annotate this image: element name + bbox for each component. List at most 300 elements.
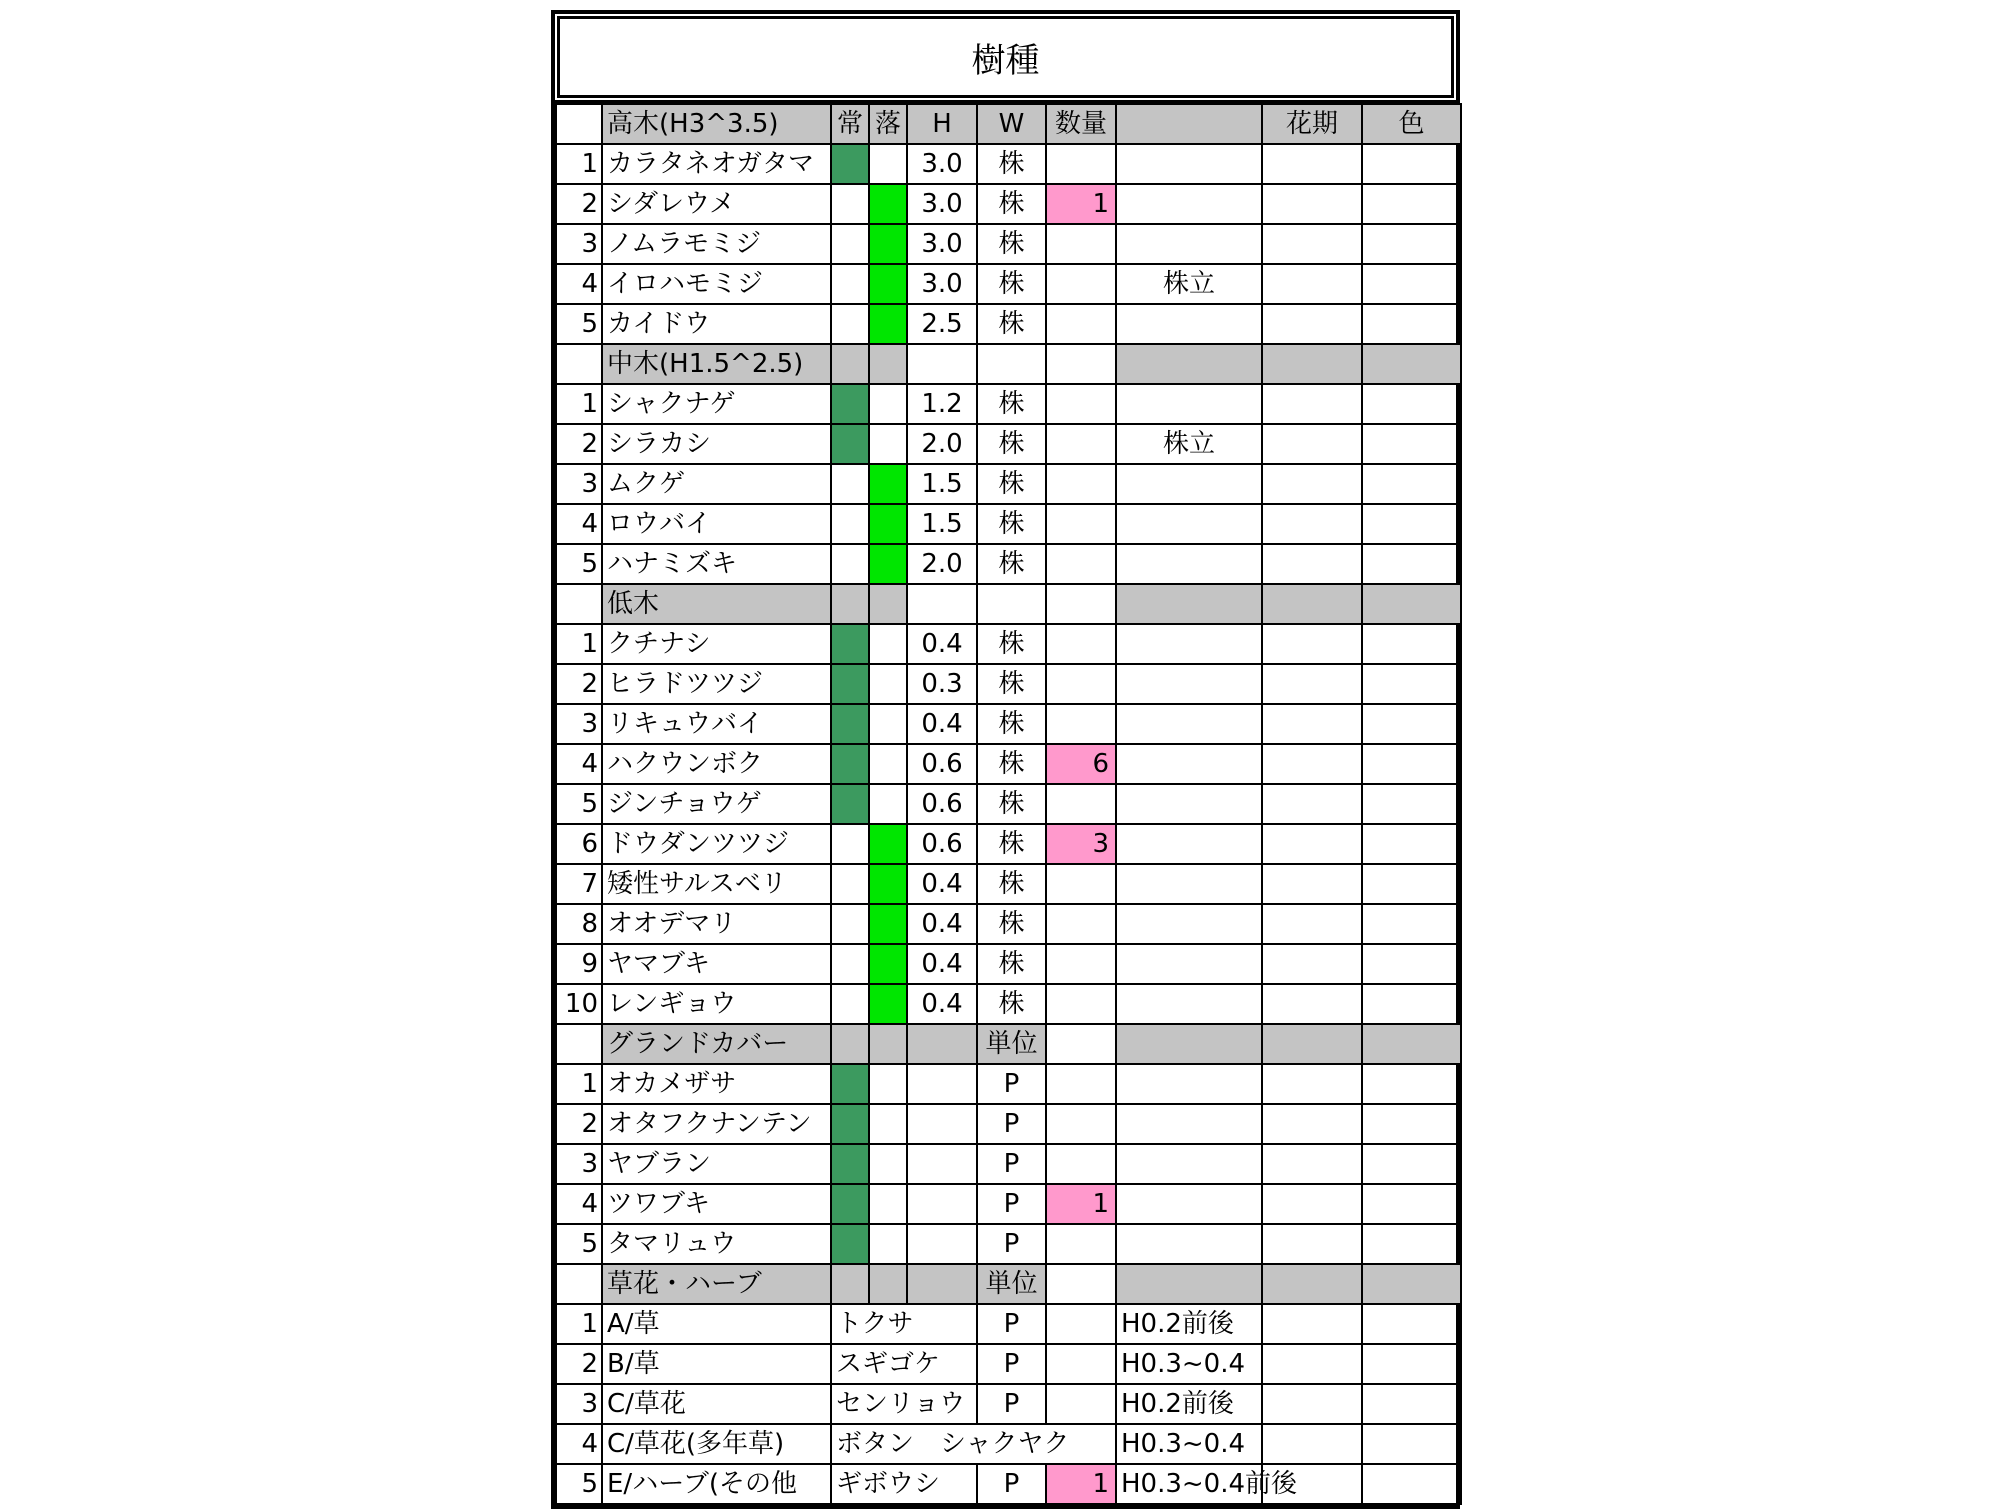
deciduous-marker[interactable]: [869, 464, 907, 504]
flower-color[interactable]: [1362, 744, 1461, 784]
flower-color[interactable]: [1362, 264, 1461, 304]
section-title[interactable]: 低木: [602, 584, 831, 624]
section-season[interactable]: [1262, 1024, 1362, 1064]
width-unit[interactable]: 株: [977, 904, 1046, 944]
bloom-season[interactable]: [1262, 864, 1362, 904]
bloom-season[interactable]: [1262, 184, 1362, 224]
header-w[interactable]: W: [977, 104, 1046, 144]
width-unit[interactable]: 株: [977, 464, 1046, 504]
row-number[interactable]: 3: [556, 464, 602, 504]
width-unit[interactable]: 株: [977, 624, 1046, 664]
row-number[interactable]: 1: [556, 624, 602, 664]
evergreen-marker[interactable]: [831, 1184, 869, 1224]
width-unit[interactable]: 株: [977, 824, 1046, 864]
header-evergreen[interactable]: 常: [831, 104, 869, 144]
evergreen-marker[interactable]: [831, 944, 869, 984]
section-note[interactable]: [1116, 344, 1262, 384]
bloom-season[interactable]: [1262, 1064, 1362, 1104]
bloom-season[interactable]: [1262, 464, 1362, 504]
row-number[interactable]: 2: [556, 424, 602, 464]
quantity[interactable]: [1046, 784, 1116, 824]
section-note[interactable]: [1116, 584, 1262, 624]
plant-name[interactable]: ギボウシ: [831, 1464, 977, 1504]
row-number[interactable]: 5: [556, 544, 602, 584]
height-value[interactable]: 2.0: [907, 424, 977, 464]
height-value[interactable]: 3.0: [907, 264, 977, 304]
flower-color[interactable]: [1362, 1224, 1461, 1264]
flower-color[interactable]: [1362, 184, 1461, 224]
section-evergreen[interactable]: [831, 1264, 869, 1304]
row-number[interactable]: 5: [556, 1224, 602, 1264]
section-no-cell[interactable]: [556, 344, 602, 384]
evergreen-marker[interactable]: [831, 744, 869, 784]
flower-color[interactable]: [1362, 1184, 1461, 1224]
quantity[interactable]: [1046, 984, 1116, 1024]
height-value[interactable]: 0.4: [907, 984, 977, 1024]
evergreen-marker[interactable]: [831, 544, 869, 584]
deciduous-marker[interactable]: [869, 744, 907, 784]
plant-name[interactable]: 矮性サルスベリ: [602, 864, 831, 904]
height-value[interactable]: 3.0: [907, 224, 977, 264]
height-value[interactable]: 0.4: [907, 704, 977, 744]
header-no-cell[interactable]: [556, 104, 602, 144]
quantity[interactable]: [1046, 1304, 1116, 1344]
section-qty[interactable]: [1046, 1024, 1116, 1064]
note[interactable]: [1116, 144, 1262, 184]
flower-color[interactable]: [1362, 544, 1461, 584]
plant-name[interactable]: ムクゲ: [602, 464, 831, 504]
plant-name[interactable]: オタフクナンテン: [602, 1104, 831, 1144]
bloom-season[interactable]: [1262, 664, 1362, 704]
bloom-season[interactable]: [1262, 784, 1362, 824]
section-color[interactable]: [1362, 1024, 1461, 1064]
evergreen-marker[interactable]: [831, 184, 869, 224]
deciduous-marker[interactable]: [869, 224, 907, 264]
section-unit[interactable]: [977, 344, 1046, 384]
row-number[interactable]: 1: [556, 1064, 602, 1104]
row-number[interactable]: 4: [556, 1184, 602, 1224]
quantity[interactable]: [1046, 464, 1116, 504]
flower-color[interactable]: [1362, 424, 1461, 464]
quantity[interactable]: [1046, 1064, 1116, 1104]
section-h[interactable]: [907, 584, 977, 624]
quantity[interactable]: [1046, 304, 1116, 344]
width-unit[interactable]: 株: [977, 744, 1046, 784]
header-note[interactable]: [1116, 104, 1262, 144]
note[interactable]: [1116, 544, 1262, 584]
width-unit[interactable]: 株: [977, 664, 1046, 704]
flower-color[interactable]: [1362, 1384, 1461, 1424]
header-color[interactable]: 色: [1362, 104, 1461, 144]
plant-name[interactable]: ツワブキ: [602, 1184, 831, 1224]
plant-name[interactable]: シラカシ: [602, 424, 831, 464]
flower-color[interactable]: [1362, 1064, 1461, 1104]
plant-name[interactable]: スギゴケ: [831, 1344, 977, 1384]
width-unit[interactable]: 株: [977, 704, 1046, 744]
height-value[interactable]: [907, 1144, 977, 1184]
deciduous-marker[interactable]: [869, 544, 907, 584]
header-tall-label[interactable]: 高木(H3^3.5): [602, 104, 831, 144]
note[interactable]: [1116, 504, 1262, 544]
flower-color[interactable]: [1362, 304, 1461, 344]
note[interactable]: [1116, 984, 1262, 1024]
plant-name[interactable]: オオデマリ: [602, 904, 831, 944]
evergreen-marker[interactable]: [831, 784, 869, 824]
flower-color[interactable]: [1362, 1304, 1461, 1344]
deciduous-marker[interactable]: [869, 824, 907, 864]
bloom-season[interactable]: [1262, 744, 1362, 784]
quantity[interactable]: [1046, 624, 1116, 664]
deciduous-marker[interactable]: [869, 184, 907, 224]
plant-category[interactable]: C/草花: [602, 1384, 831, 1424]
flower-color[interactable]: [1362, 704, 1461, 744]
note[interactable]: [1116, 704, 1262, 744]
height-value[interactable]: 3.0: [907, 144, 977, 184]
note[interactable]: [1116, 944, 1262, 984]
plant-name[interactable]: ハクウンボク: [602, 744, 831, 784]
plant-name[interactable]: ボタン シャクヤク: [831, 1424, 1116, 1464]
quantity[interactable]: [1046, 704, 1116, 744]
flower-color[interactable]: [1362, 864, 1461, 904]
flower-color[interactable]: [1362, 1424, 1461, 1464]
evergreen-marker[interactable]: [831, 624, 869, 664]
width-unit[interactable]: 株: [977, 944, 1046, 984]
flower-color[interactable]: [1362, 224, 1461, 264]
section-evergreen[interactable]: [831, 1024, 869, 1064]
plant-name[interactable]: ドウダンツツジ: [602, 824, 831, 864]
note[interactable]: [1116, 904, 1262, 944]
section-deciduous[interactable]: [869, 584, 907, 624]
section-h[interactable]: [907, 1264, 977, 1304]
plant-name[interactable]: タマリュウ: [602, 1224, 831, 1264]
plant-name[interactable]: ヒラドツツジ: [602, 664, 831, 704]
deciduous-marker[interactable]: [869, 144, 907, 184]
quantity[interactable]: [1046, 224, 1116, 264]
deciduous-marker[interactable]: [869, 944, 907, 984]
row-number[interactable]: 4: [556, 504, 602, 544]
note[interactable]: 株立: [1116, 264, 1262, 304]
plant-name[interactable]: ノムラモミジ: [602, 224, 831, 264]
evergreen-marker[interactable]: [831, 984, 869, 1024]
section-no-cell[interactable]: [556, 584, 602, 624]
row-number[interactable]: 1: [556, 384, 602, 424]
width-unit[interactable]: P: [977, 1464, 1046, 1504]
plant-category[interactable]: B/草: [602, 1344, 831, 1384]
width-unit[interactable]: 株: [977, 224, 1046, 264]
section-unit[interactable]: 単位: [977, 1264, 1046, 1304]
deciduous-marker[interactable]: [869, 704, 907, 744]
quantity[interactable]: [1046, 384, 1116, 424]
flower-color[interactable]: [1362, 784, 1461, 824]
note[interactable]: H0.3~0.4: [1116, 1424, 1262, 1464]
evergreen-marker[interactable]: [831, 144, 869, 184]
flower-color[interactable]: [1362, 664, 1461, 704]
height-value[interactable]: [907, 1104, 977, 1144]
flower-color[interactable]: [1362, 824, 1461, 864]
section-note[interactable]: [1116, 1024, 1262, 1064]
row-number[interactable]: 3: [556, 1144, 602, 1184]
section-h[interactable]: [907, 1024, 977, 1064]
flower-color[interactable]: [1362, 944, 1461, 984]
flower-color[interactable]: [1362, 624, 1461, 664]
flower-color[interactable]: [1362, 1104, 1461, 1144]
height-value[interactable]: 1.5: [907, 504, 977, 544]
plant-name[interactable]: ハナミズキ: [602, 544, 831, 584]
height-value[interactable]: 0.4: [907, 864, 977, 904]
height-value[interactable]: 0.4: [907, 624, 977, 664]
width-unit[interactable]: 株: [977, 864, 1046, 904]
section-qty[interactable]: [1046, 344, 1116, 384]
row-number[interactable]: 9: [556, 944, 602, 984]
width-unit[interactable]: P: [977, 1144, 1046, 1184]
bloom-season[interactable]: [1262, 504, 1362, 544]
plant-name[interactable]: センリョウ: [831, 1384, 977, 1424]
section-unit[interactable]: 単位: [977, 1024, 1046, 1064]
section-color[interactable]: [1362, 584, 1461, 624]
height-value[interactable]: 0.6: [907, 824, 977, 864]
flower-color[interactable]: [1362, 144, 1461, 184]
plant-name[interactable]: シャクナゲ: [602, 384, 831, 424]
flower-color[interactable]: [1362, 1144, 1461, 1184]
section-color[interactable]: [1362, 344, 1461, 384]
header-qty[interactable]: 数量: [1046, 104, 1116, 144]
note[interactable]: [1116, 1064, 1262, 1104]
row-number[interactable]: 5: [556, 784, 602, 824]
evergreen-marker[interactable]: [831, 264, 869, 304]
evergreen-marker[interactable]: [831, 1224, 869, 1264]
bloom-season[interactable]: [1262, 384, 1362, 424]
note[interactable]: [1116, 784, 1262, 824]
evergreen-marker[interactable]: [831, 424, 869, 464]
row-number[interactable]: 8: [556, 904, 602, 944]
note[interactable]: [1116, 824, 1262, 864]
deciduous-marker[interactable]: [869, 384, 907, 424]
height-value[interactable]: 2.5: [907, 304, 977, 344]
section-deciduous[interactable]: [869, 1264, 907, 1304]
deciduous-marker[interactable]: [869, 624, 907, 664]
bloom-season[interactable]: [1262, 224, 1362, 264]
flower-color[interactable]: [1362, 1464, 1461, 1504]
bloom-season[interactable]: [1262, 984, 1362, 1024]
row-number[interactable]: 3: [556, 704, 602, 744]
section-qty[interactable]: [1046, 1264, 1116, 1304]
evergreen-marker[interactable]: [831, 864, 869, 904]
evergreen-marker[interactable]: [831, 824, 869, 864]
header-season[interactable]: 花期: [1262, 104, 1362, 144]
quantity[interactable]: 1: [1046, 184, 1116, 224]
bloom-season[interactable]: [1262, 624, 1362, 664]
plant-name[interactable]: カラタネオガタマ: [602, 144, 831, 184]
width-unit[interactable]: 株: [977, 504, 1046, 544]
section-evergreen[interactable]: [831, 344, 869, 384]
bloom-season[interactable]: [1262, 904, 1362, 944]
row-number[interactable]: 1: [556, 144, 602, 184]
row-number[interactable]: 4: [556, 264, 602, 304]
bloom-season[interactable]: [1262, 424, 1362, 464]
deciduous-marker[interactable]: [869, 264, 907, 304]
flower-color[interactable]: [1362, 504, 1461, 544]
note[interactable]: [1116, 1184, 1262, 1224]
evergreen-marker[interactable]: [831, 304, 869, 344]
note[interactable]: [1116, 1144, 1262, 1184]
plant-name[interactable]: レンギョウ: [602, 984, 831, 1024]
note[interactable]: [1116, 304, 1262, 344]
note[interactable]: H0.2前後: [1116, 1384, 1262, 1424]
note[interactable]: H0.3~0.4: [1116, 1344, 1262, 1384]
section-unit[interactable]: [977, 584, 1046, 624]
plant-name[interactable]: クチナシ: [602, 624, 831, 664]
deciduous-marker[interactable]: [869, 1184, 907, 1224]
evergreen-marker[interactable]: [831, 384, 869, 424]
section-season[interactable]: [1262, 584, 1362, 624]
note[interactable]: 株立: [1116, 424, 1262, 464]
row-number[interactable]: 2: [556, 1104, 602, 1144]
plant-name[interactable]: ジンチョウゲ: [602, 784, 831, 824]
note[interactable]: [1116, 1104, 1262, 1144]
deciduous-marker[interactable]: [869, 1144, 907, 1184]
section-h[interactable]: [907, 344, 977, 384]
quantity[interactable]: [1046, 1224, 1116, 1264]
section-note[interactable]: [1116, 1264, 1262, 1304]
bloom-season[interactable]: [1262, 824, 1362, 864]
section-title[interactable]: グランドカバー: [602, 1024, 831, 1064]
width-unit[interactable]: P: [977, 1344, 1046, 1384]
bloom-season[interactable]: [1262, 944, 1362, 984]
section-no-cell[interactable]: [556, 1024, 602, 1064]
quantity[interactable]: [1046, 544, 1116, 584]
bloom-season[interactable]: [1262, 1344, 1362, 1384]
height-value[interactable]: [907, 1224, 977, 1264]
width-unit[interactable]: 株: [977, 384, 1046, 424]
section-no-cell[interactable]: [556, 1264, 602, 1304]
deciduous-marker[interactable]: [869, 784, 907, 824]
note[interactable]: [1116, 1224, 1262, 1264]
note[interactable]: [1116, 744, 1262, 784]
width-unit[interactable]: 株: [977, 144, 1046, 184]
flower-color[interactable]: [1362, 984, 1461, 1024]
plant-name[interactable]: ロウバイ: [602, 504, 831, 544]
row-number[interactable]: 7: [556, 864, 602, 904]
plant-category[interactable]: A/草: [602, 1304, 831, 1344]
row-number[interactable]: 4: [556, 744, 602, 784]
quantity[interactable]: [1046, 664, 1116, 704]
width-unit[interactable]: P: [977, 1104, 1046, 1144]
bloom-season[interactable]: [1262, 1304, 1362, 1344]
flower-color[interactable]: [1362, 464, 1461, 504]
row-number[interactable]: 3: [556, 224, 602, 264]
evergreen-marker[interactable]: [831, 1104, 869, 1144]
deciduous-marker[interactable]: [869, 1224, 907, 1264]
plant-category[interactable]: C/草花(多年草): [602, 1424, 831, 1464]
bloom-season[interactable]: [1262, 1144, 1362, 1184]
width-unit[interactable]: P: [977, 1064, 1046, 1104]
row-number[interactable]: 4: [556, 1424, 602, 1464]
evergreen-marker[interactable]: [831, 1064, 869, 1104]
plant-name[interactable]: シダレウメ: [602, 184, 831, 224]
width-unit[interactable]: 株: [977, 984, 1046, 1024]
row-number[interactable]: 1: [556, 1304, 602, 1344]
deciduous-marker[interactable]: [869, 664, 907, 704]
note[interactable]: H0.2前後: [1116, 1304, 1262, 1344]
note[interactable]: [1116, 624, 1262, 664]
note[interactable]: H0.3~0.4前後: [1116, 1464, 1262, 1504]
deciduous-marker[interactable]: [869, 304, 907, 344]
bloom-season[interactable]: [1262, 304, 1362, 344]
section-deciduous[interactable]: [869, 344, 907, 384]
header-deciduous[interactable]: 落: [869, 104, 907, 144]
height-value[interactable]: 1.2: [907, 384, 977, 424]
bloom-season[interactable]: [1262, 1424, 1362, 1464]
header-h[interactable]: H: [907, 104, 977, 144]
height-value[interactable]: 0.6: [907, 744, 977, 784]
quantity[interactable]: [1046, 1144, 1116, 1184]
section-evergreen[interactable]: [831, 584, 869, 624]
section-title[interactable]: 草花・ハーブ: [602, 1264, 831, 1304]
width-unit[interactable]: 株: [977, 184, 1046, 224]
plant-name[interactable]: イロハモミジ: [602, 264, 831, 304]
note[interactable]: [1116, 664, 1262, 704]
note[interactable]: [1116, 184, 1262, 224]
width-unit[interactable]: P: [977, 1384, 1046, 1424]
row-number[interactable]: 2: [556, 664, 602, 704]
height-value[interactable]: 0.4: [907, 944, 977, 984]
plant-name[interactable]: トクサ: [831, 1304, 977, 1344]
width-unit[interactable]: 株: [977, 424, 1046, 464]
quantity[interactable]: 6: [1046, 744, 1116, 784]
row-number[interactable]: 5: [556, 304, 602, 344]
bloom-season[interactable]: [1262, 144, 1362, 184]
bloom-season[interactable]: [1262, 1184, 1362, 1224]
height-value[interactable]: 0.4: [907, 904, 977, 944]
plant-category[interactable]: E/ハーブ(その他: [602, 1464, 831, 1504]
note[interactable]: [1116, 464, 1262, 504]
row-number[interactable]: 2: [556, 1344, 602, 1384]
height-value[interactable]: 0.3: [907, 664, 977, 704]
flower-color[interactable]: [1362, 904, 1461, 944]
width-unit[interactable]: 株: [977, 784, 1046, 824]
width-unit[interactable]: P: [977, 1224, 1046, 1264]
evergreen-marker[interactable]: [831, 464, 869, 504]
quantity[interactable]: [1046, 1104, 1116, 1144]
width-unit[interactable]: 株: [977, 544, 1046, 584]
bloom-season[interactable]: [1262, 1224, 1362, 1264]
bloom-season[interactable]: [1262, 264, 1362, 304]
quantity[interactable]: [1046, 1384, 1116, 1424]
quantity[interactable]: 3: [1046, 824, 1116, 864]
width-unit[interactable]: 株: [977, 304, 1046, 344]
evergreen-marker[interactable]: [831, 224, 869, 264]
height-value[interactable]: [907, 1064, 977, 1104]
bloom-season[interactable]: [1262, 1104, 1362, 1144]
flower-color[interactable]: [1362, 384, 1461, 424]
bloom-season[interactable]: [1262, 704, 1362, 744]
height-value[interactable]: 3.0: [907, 184, 977, 224]
section-qty[interactable]: [1046, 584, 1116, 624]
plant-name[interactable]: リキュウバイ: [602, 704, 831, 744]
evergreen-marker[interactable]: [831, 504, 869, 544]
deciduous-marker[interactable]: [869, 904, 907, 944]
quantity[interactable]: 1: [1046, 1464, 1116, 1504]
deciduous-marker[interactable]: [869, 984, 907, 1024]
section-title[interactable]: 中木(H1.5^2.5): [602, 344, 831, 384]
quantity[interactable]: [1046, 864, 1116, 904]
plant-name[interactable]: ヤブラン: [602, 1144, 831, 1184]
deciduous-marker[interactable]: [869, 424, 907, 464]
deciduous-marker[interactable]: [869, 864, 907, 904]
flower-color[interactable]: [1362, 1344, 1461, 1384]
height-value[interactable]: 1.5: [907, 464, 977, 504]
row-number[interactable]: 5: [556, 1464, 602, 1504]
